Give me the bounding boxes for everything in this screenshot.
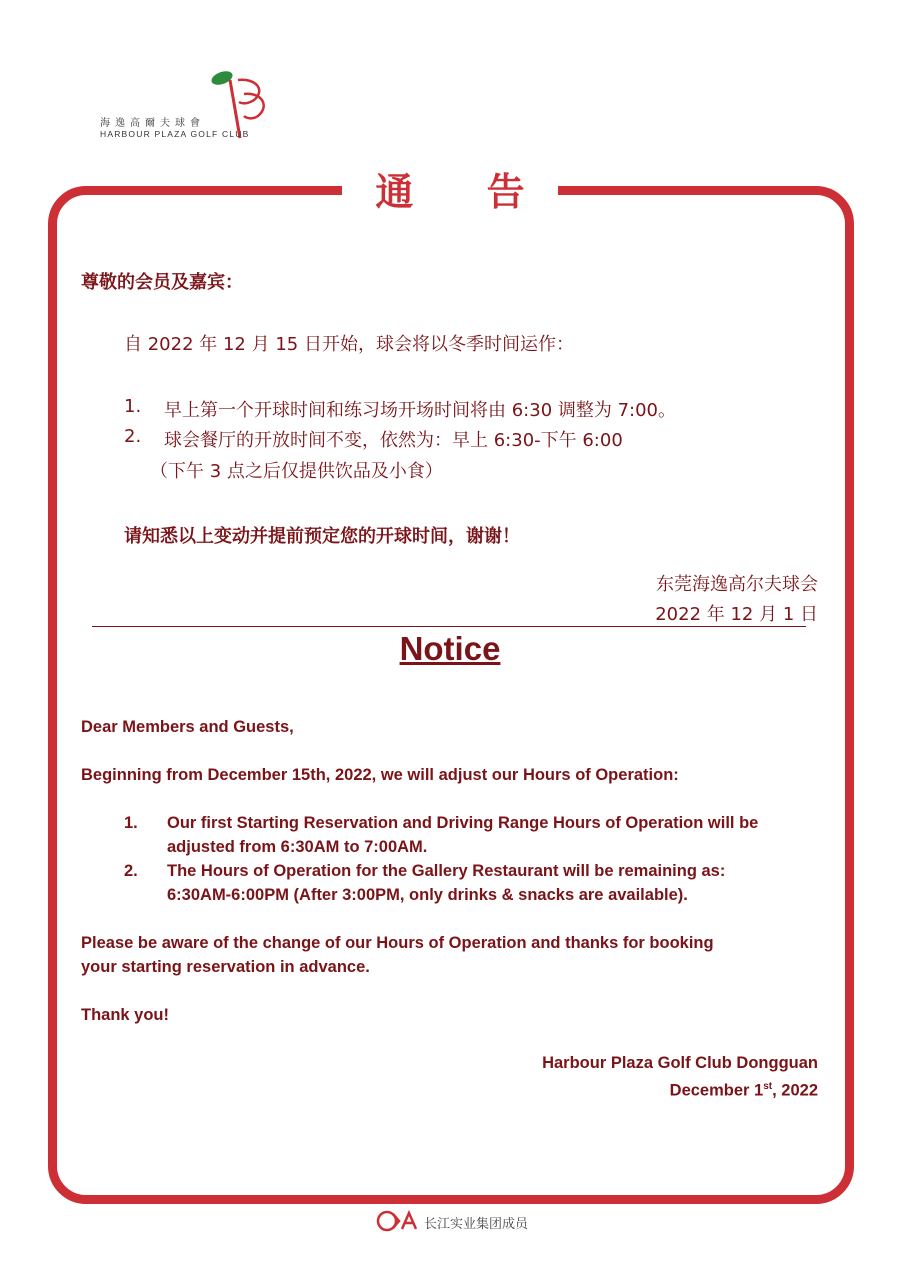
en-date-suffix: , 2022 bbox=[772, 1081, 818, 1100]
footer-text: 长江实业集团成员 bbox=[424, 1217, 529, 1232]
en-item-2-number: 2. bbox=[124, 862, 138, 880]
cn-greeting: 尊敬的会员及嘉宾： bbox=[81, 272, 243, 293]
english-title: Notice bbox=[399, 630, 501, 667]
en-intro: Beginning from December 15th, 2022, we will adjust our Hours of Operation: bbox=[81, 766, 679, 784]
club-logo bbox=[98, 68, 278, 144]
en-date bbox=[670, 1075, 818, 1103]
cn-intro: 自 2022 年 12 月 15 日开始，球会将以冬季时间运作： bbox=[124, 334, 574, 355]
cn-item-2-text: 球会餐厅的开放时间不变，依然为：早上 6:30-下午 6:00 bbox=[164, 430, 623, 451]
chinese-title: 通 告 bbox=[375, 169, 555, 214]
logo-chinese-text: 海逸高爾夫球會 bbox=[100, 118, 205, 129]
en-closing-line2: your starting reservation in advance. bbox=[81, 958, 370, 976]
en-item-1-number: 1. bbox=[124, 814, 138, 832]
section-divider bbox=[92, 626, 806, 627]
logo-english-text: HARBOUR PLAZA GOLF CLUB bbox=[100, 129, 250, 139]
en-thanks: Thank you! bbox=[81, 1006, 170, 1024]
en-date-sup: st bbox=[763, 1081, 773, 1092]
cn-item-2-number: 2. bbox=[124, 426, 142, 447]
cn-date: 2022 年 12 月 1 日 bbox=[655, 604, 818, 625]
ckh-group-logo-icon bbox=[376, 1210, 418, 1232]
en-item-2-line2: 6:30AM-6:00PM (After 3:00PM, only drinks & snacks are available). bbox=[167, 886, 688, 904]
cn-item-1-number: 1. bbox=[124, 396, 142, 417]
en-item-1-line1: Our first Starting Reservation and Driving Range Hours of Operation will be bbox=[167, 814, 759, 832]
cn-item-2-note: （下午 3 点之后仅提供饮品及小食） bbox=[150, 461, 443, 482]
en-item-1-line2: adjusted from 6:30AM to 7:00AM. bbox=[167, 838, 428, 856]
cn-item-1-text: 早上第一个开球时间和练习场开场时间将由 6:30 调整为 7:00。 bbox=[164, 400, 677, 421]
cn-signature: 东莞海逸高尔夫球会 bbox=[656, 574, 818, 595]
en-closing-line1: Please be aware of the change of our Hours of Operation and thanks for booking bbox=[81, 934, 714, 952]
en-greeting: Dear Members and Guests, bbox=[81, 718, 294, 736]
en-date-prefix: December 1 bbox=[669, 1081, 764, 1100]
en-item-2-line1: The Hours of Operation for the Gallery Restaurant will be remaining as: bbox=[167, 862, 726, 880]
cn-closing: 请知悉以上变动并提前预定您的开球时间，谢谢！ bbox=[124, 526, 520, 547]
en-signature: Harbour Plaza Golf Club Dongguan bbox=[542, 1054, 818, 1072]
